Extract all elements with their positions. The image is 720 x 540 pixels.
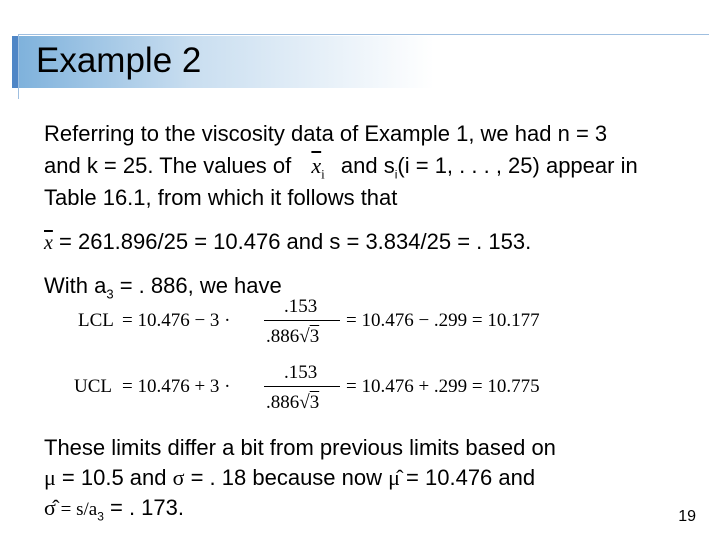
ucl-lhs: = 10.476 + 3 · bbox=[122, 376, 231, 397]
lcl-lhs: = 10.476 − 3 · bbox=[122, 310, 231, 331]
lcl-den-b: 3 bbox=[309, 326, 320, 347]
s-subscript: i bbox=[394, 167, 398, 182]
paragraph-1-line-3: Table 16.1, from which it follows that bbox=[44, 185, 398, 210]
ucl-den-b: 3 bbox=[309, 392, 320, 413]
p2-a3-subscript: 3 bbox=[97, 509, 104, 524]
p2-line3-text-b: = . 173. bbox=[103, 495, 184, 520]
ucl-label: UCL bbox=[74, 376, 112, 397]
lcl-fraction-bar bbox=[264, 320, 340, 321]
xbar-i-symbol bbox=[311, 153, 325, 182]
paragraph-2-line-3 bbox=[44, 492, 184, 532]
paragraph-2-line-2 bbox=[44, 462, 535, 494]
lcl-denominator: .886√3 bbox=[266, 326, 320, 347]
lcl-numerator: .153 bbox=[284, 296, 318, 317]
ucl-fraction-bar bbox=[264, 386, 340, 387]
slide-title: Example 2 bbox=[36, 41, 202, 80]
sigma-symbol: σ bbox=[172, 465, 185, 490]
line-2-text-b: and s bbox=[340, 153, 395, 178]
p2-text-c: = 10.476 and bbox=[399, 465, 536, 490]
with-a3-line bbox=[44, 270, 282, 310]
a3-subscript: 3 bbox=[106, 286, 114, 302]
ucl-rhs: = 10.476 + .299 = 10.775 bbox=[346, 376, 540, 397]
lcl-rhs: = 10.476 − .299 = 10.177 bbox=[346, 310, 540, 331]
line-2-text-c: (i = 1, . . . , 25) appear in bbox=[397, 153, 638, 178]
xbar-letter: $\overline{x}$ bbox=[311, 153, 322, 178]
sigma-hat-symbol: σ̂ bbox=[44, 495, 56, 520]
with-a3-text-b: = . 886, we have bbox=[113, 273, 282, 298]
grand-mean-text: = 261.896/25 = 10.476 and s = 3.834/25 = . 153. bbox=[59, 229, 532, 254]
with-a3-text-a: With a bbox=[44, 273, 107, 298]
ucl-den-a: .886 bbox=[266, 392, 300, 413]
p2-line3-text-a: = s/a bbox=[55, 499, 98, 520]
lcl-den-a: .886 bbox=[266, 326, 300, 347]
grand-mean-equation bbox=[44, 226, 531, 259]
mu-symbol: μ bbox=[44, 465, 56, 490]
xbar-subscript: i bbox=[321, 166, 325, 182]
xbarbar-symbol: $\overline{x}$ bbox=[44, 232, 53, 254]
ucl-numerator: .153 bbox=[284, 362, 318, 383]
p2-text-a: = 10.5 and bbox=[55, 465, 173, 490]
ucl-denominator: .886√3 bbox=[266, 392, 320, 413]
line-2-text-a: and k = 25. The values of bbox=[44, 153, 292, 178]
page-number: 19 bbox=[678, 508, 696, 525]
paragraph-2-line-1: These limits differ a bit from previous limits based on bbox=[44, 435, 556, 460]
mu-hat-symbol: μ̂ bbox=[388, 465, 400, 490]
lcl-label: LCL bbox=[78, 310, 114, 331]
paragraph-1-line-1: Referring to the viscosity data of Example 1, we had n = 3 bbox=[44, 121, 608, 146]
p2-text-b: = . 18 because now bbox=[184, 465, 389, 490]
